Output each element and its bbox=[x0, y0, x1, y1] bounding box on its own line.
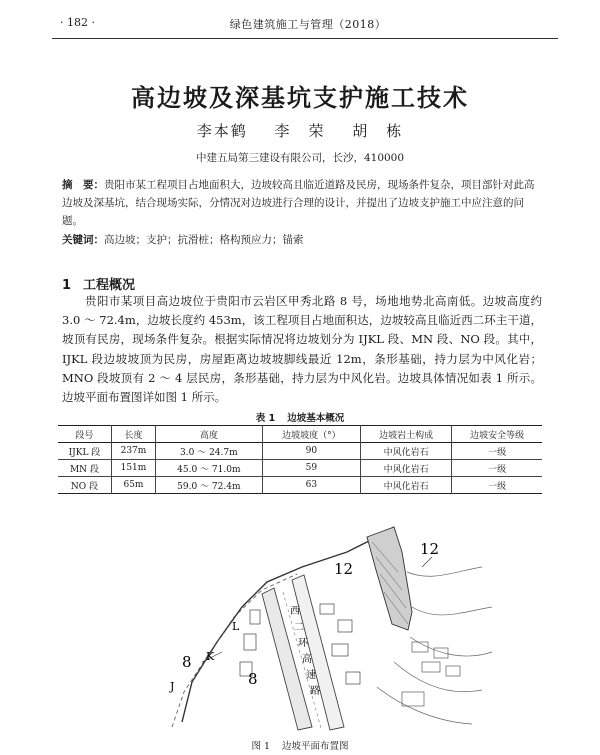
table-cell: 一级 bbox=[452, 443, 542, 460]
table-header-cell: 高度 bbox=[156, 426, 263, 443]
table-cell: 151m bbox=[111, 460, 155, 477]
map-label-8: 8 bbox=[248, 670, 258, 688]
road-label-char: 高 bbox=[302, 654, 312, 665]
table-cell: 一级 bbox=[452, 477, 542, 494]
road-label-char: 西 bbox=[290, 606, 300, 617]
road-label-char: 速 bbox=[306, 670, 316, 681]
map-label-j: J bbox=[170, 680, 175, 693]
table-cell: 90 bbox=[262, 443, 361, 460]
table-cell: 65m bbox=[111, 477, 155, 494]
section-heading bbox=[62, 274, 147, 293]
slope-plan-figure bbox=[162, 512, 500, 732]
author-name: 胡 栋 bbox=[352, 122, 404, 140]
table-cell: 中风化岩石 bbox=[361, 443, 452, 460]
author-name: 李本鹤 bbox=[196, 122, 248, 140]
page-number: · 182 · bbox=[60, 16, 95, 29]
road-label-char: 环 bbox=[298, 638, 308, 649]
running-header bbox=[58, 14, 558, 34]
affiliation: 中建五局第三建设有限公司，长沙，410000 bbox=[195, 152, 405, 164]
table-cell: 中风化岩石 bbox=[361, 460, 452, 477]
map-label-l: L bbox=[232, 620, 240, 633]
table-label: 表 1 bbox=[255, 413, 276, 424]
slope-plan-drawing bbox=[162, 512, 500, 732]
figure-caption bbox=[0, 738, 600, 752]
article-title: 高边坡及深基坑支护施工技术 bbox=[131, 84, 469, 112]
table-header-cell: 边坡岩土构成 bbox=[361, 426, 452, 443]
keywords-label: 关键词： bbox=[62, 234, 104, 246]
keywords-text: 高边坡；支护；抗滑桩；格构预应力；锚索 bbox=[104, 234, 304, 246]
table-header-row bbox=[58, 426, 542, 443]
author-name: 李 荣 bbox=[274, 122, 326, 140]
table-cell: 237m bbox=[111, 443, 155, 460]
table-cell: 一级 bbox=[452, 460, 542, 477]
slope-overview-table bbox=[58, 425, 542, 494]
abstract bbox=[62, 176, 542, 230]
table-header-cell: 段号 bbox=[75, 430, 94, 441]
table-header-cell: 长度 bbox=[111, 426, 155, 443]
table-cell: 中风化岩石 bbox=[361, 477, 452, 494]
table-cell: NO 段 bbox=[70, 481, 98, 492]
table-cell: MN 段 bbox=[69, 464, 99, 475]
table-row bbox=[58, 477, 542, 494]
section-paragraph: 贵阳市某项目高边坡位于贵阳市云岩区甲秀北路 8 号，场地地势北高南低。边坡高度约 3.0 ～ 72.4m，边坡长度约 453m，该工程项目占地面积达，边坡较高且临近西二环主干道，坡顶有民房，现场条件复杂。根据实际情况将边坡划分为 IJKL 段、MN 段、NO 段。其中，IJKL 段边坡坡顶为民房，房屋距离边坡坡脚线最近 12m，条形基础，持力层为中风化岩；MNO 段坡顶有 2 ～ 4 层民房，条形基础，持力层为中风化岩。边坡具体情况如表 1 所示。边坡平面布置图详如图 1 所示。 bbox=[62, 294, 542, 405]
table-row bbox=[58, 443, 542, 460]
table-header-cell: 边坡安全等级 bbox=[452, 426, 542, 443]
abstract-text: 贵阳市某工程项目占地面积大，边坡较高且临近道路及民房，现场条件复杂，项目部针对此高边坡及深基坑，结合现场实际，分情况对边坡进行合理的设计，并提出了边坡支护施工中应注意的问题。 bbox=[62, 179, 535, 227]
table-caption bbox=[0, 410, 600, 424]
table-cell: 59 bbox=[262, 460, 361, 477]
figure-title: 边坡平面布置图 bbox=[282, 741, 349, 752]
table-cell: 59.0 ～ 72.4m bbox=[156, 477, 263, 494]
keywords bbox=[62, 232, 542, 247]
figure-label: 图 1 bbox=[251, 741, 271, 752]
author-list bbox=[0, 120, 600, 141]
section-number: 1 bbox=[62, 278, 72, 293]
header-rule bbox=[52, 38, 558, 39]
section-title: 工程概况 bbox=[83, 278, 136, 293]
table-row bbox=[58, 460, 542, 477]
road-label-char: 路 bbox=[310, 686, 320, 697]
journal-title: 绿色建筑施工与管理（2018） bbox=[229, 18, 387, 31]
map-label-12: 12 bbox=[420, 540, 440, 558]
table-cell: 45.0 ～ 71.0m bbox=[156, 460, 263, 477]
table-cell: IJKL 段 bbox=[68, 447, 101, 458]
map-label-8: 8 bbox=[182, 653, 192, 671]
table-title: 边坡基本概况 bbox=[287, 413, 345, 424]
map-label-k: K bbox=[206, 650, 215, 663]
road-label-char: 二 bbox=[294, 622, 304, 633]
map-label-12: 12 bbox=[334, 560, 354, 578]
table-cell: 3.0 ～ 24.7m bbox=[156, 443, 263, 460]
abstract-label: 摘 要： bbox=[62, 179, 104, 191]
table-header-cell: 边坡坡度（°） bbox=[262, 426, 361, 443]
table-cell: 63 bbox=[262, 477, 361, 494]
